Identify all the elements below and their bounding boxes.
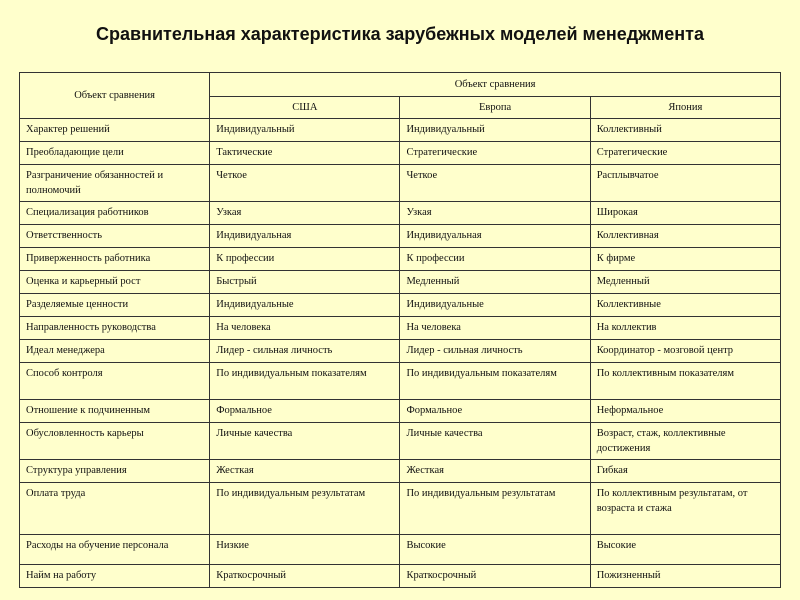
table-row (20, 202, 781, 225)
value-cell: Жесткая (400, 460, 590, 483)
value-cell: Индивидуальная (210, 225, 400, 248)
value-cell: Узкая (400, 202, 590, 225)
value-cell: На человека (210, 317, 400, 340)
table-row (20, 423, 781, 460)
value-cell: Стратегические (400, 142, 590, 165)
value-cell: Жесткая (210, 460, 400, 483)
row-label-cell: Идеал менеджера (20, 340, 210, 363)
value-cell: Высокие (400, 535, 590, 565)
table-row (20, 142, 781, 165)
table-row (20, 483, 781, 535)
value-cell: Формальное (400, 400, 590, 423)
value-cell: На коллектив (590, 317, 780, 340)
header-col-usa: США (210, 97, 400, 119)
value-cell: Широкая (590, 202, 780, 225)
value-cell: На человека (400, 317, 590, 340)
value-cell: Индивидуальные (210, 294, 400, 317)
row-label-cell: Ответственность (20, 225, 210, 248)
value-cell: По индивидуальным показателям (210, 363, 400, 400)
table-body (20, 119, 781, 588)
header-col-europe: Европа (400, 97, 590, 119)
value-cell: Низкие (210, 535, 400, 565)
row-label-cell: Оценка и карьерный рост (20, 271, 210, 294)
value-cell: Координатор - мозговой центр (590, 340, 780, 363)
value-cell: Медленный (590, 271, 780, 294)
row-label-cell: Разграничение обязанностей и полномочий (20, 165, 210, 202)
value-cell: Лидер - сильная личность (210, 340, 400, 363)
value-cell: Формальное (210, 400, 400, 423)
header-object-left: Объект сравнения (20, 73, 210, 119)
row-label-cell: Расходы на обучение персонала (20, 535, 210, 565)
value-cell: К профессии (210, 248, 400, 271)
value-cell: Коллективный (590, 119, 780, 142)
value-cell: Индивидуальная (400, 225, 590, 248)
value-cell: Тактические (210, 142, 400, 165)
table-row (20, 248, 781, 271)
value-cell: Быстрый (210, 271, 400, 294)
value-cell: Возраст, стаж, коллективные достижения (590, 423, 780, 460)
value-cell: Индивидуальный (400, 119, 590, 142)
row-label-cell: Обусловленность карьеры (20, 423, 210, 460)
value-cell: Неформальное (590, 400, 780, 423)
row-label-cell: Преобладающие цели (20, 142, 210, 165)
value-cell: К профессии (400, 248, 590, 271)
value-cell: Гибкая (590, 460, 780, 483)
row-label-cell: Найм на работу (20, 565, 210, 588)
header-col-japan: Япония (590, 97, 780, 119)
value-cell: Личные качества (400, 423, 590, 460)
value-cell: Четкое (400, 165, 590, 202)
value-cell: Индивидуальные (400, 294, 590, 317)
value-cell: По индивидуальным показателям (400, 363, 590, 400)
row-label-cell: Структура управления (20, 460, 210, 483)
value-cell: Индивидуальный (210, 119, 400, 142)
table-row (20, 317, 781, 340)
value-cell: Коллективные (590, 294, 780, 317)
value-cell: По индивидуальным результатам (400, 483, 590, 535)
row-label-cell: Характер решений (20, 119, 210, 142)
value-cell: Лидер - сильная личность (400, 340, 590, 363)
value-cell: Медленный (400, 271, 590, 294)
row-label-cell: Оплата труда (20, 483, 210, 535)
table-row (20, 225, 781, 248)
value-cell: Узкая (210, 202, 400, 225)
value-cell: Коллективная (590, 225, 780, 248)
table-row (20, 271, 781, 294)
value-cell: Стратегические (590, 142, 780, 165)
value-cell: Краткосрочный (400, 565, 590, 588)
header-object-top: Объект сравнения (210, 73, 781, 97)
row-label-cell: Разделяемые ценности (20, 294, 210, 317)
table-row (20, 565, 781, 588)
value-cell: По индивидуальным результатам (210, 483, 400, 535)
page-title: Сравнительная характеристика зарубежных моделей менеджмента (96, 24, 704, 44)
value-cell: Четкое (210, 165, 400, 202)
table-row (20, 363, 781, 400)
value-cell: Пожизненный (590, 565, 780, 588)
row-label-cell: Специализация работников (20, 202, 210, 225)
value-cell: Высокие (590, 535, 780, 565)
table-row (20, 294, 781, 317)
table-row (20, 340, 781, 363)
value-cell: Личные качества (210, 423, 400, 460)
value-cell: Краткосрочный (210, 565, 400, 588)
comparison-table (19, 72, 781, 588)
table-row (20, 535, 781, 565)
value-cell: По коллективным результатам, от возраста и стажа (590, 483, 780, 535)
table-row (20, 165, 781, 202)
value-cell: Расплывчатое (590, 165, 780, 202)
table-row (20, 119, 781, 142)
row-label-cell: Способ контроля (20, 363, 210, 400)
row-label-cell: Направленность руководства (20, 317, 210, 340)
value-cell: К фирме (590, 248, 780, 271)
table-row (20, 400, 781, 423)
value-cell: По коллективным показателям (590, 363, 780, 400)
row-label-cell: Приверженность работника (20, 248, 210, 271)
table-row (20, 460, 781, 483)
row-label-cell: Отношение к подчиненным (20, 400, 210, 423)
